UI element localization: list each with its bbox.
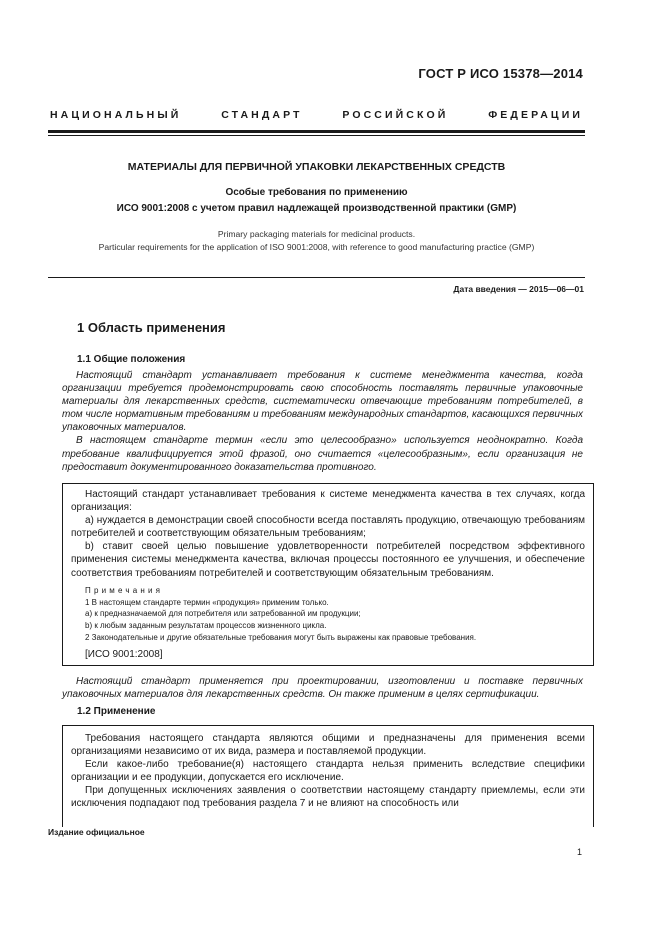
application-box xyxy=(62,725,594,827)
document-subtitle-2: ИСО 9001:2008 с учетом правил надлежащей производственной практики (GMP) xyxy=(116,203,517,214)
box2-paragraph-2: Если какое-либо требование(я) настоящего стандарта нельзя применить вследствие специфики организации и ее продукции, допускается его исключение. xyxy=(71,759,585,784)
box-item-a: а) нуждается в демонстрации своей способности всегда поставлять продукцию, отвечающую требованиям потребителей и соответствующим обязательным требованиям; xyxy=(71,515,585,540)
note-2: 2 Законодательные и другие обязательные требования могут быть выражены как правовые требования. xyxy=(85,632,477,642)
paragraph-term: В настоящем стандарте термин «если это целесообразно» используется неоднократно. Когда требование квалифицируется этой фразой, оно считается «целесообразным», если организация не предоставит документированного доказательства противного. xyxy=(62,435,583,473)
note-1: 1 В настоящем стандарте термин «продукция» применим только. xyxy=(85,597,329,607)
note-1-a: а) к предназначаемой для потребителя или затребованной им продукции; xyxy=(85,609,361,619)
header-rule-thick xyxy=(48,130,585,133)
box2-paragraph-3: При допущенных исключениях заявления о соответствии настоящему стандарту приемлемы, если эти исключения подпадают под требования раздела 7 и не влияют на способность или xyxy=(71,785,585,810)
section-1-1-heading: 1.1 Общие положения xyxy=(77,354,186,365)
iso-reference: [ИСО 9001:2008] xyxy=(85,649,163,661)
intro-paragraphs xyxy=(62,369,583,474)
notes-heading: Примечания xyxy=(85,585,164,595)
english-title-1: Primary packaging materials for medicinal products. xyxy=(217,229,416,239)
document-title: МАТЕРИАЛЫ ДЛЯ ПЕРВИЧНОЙ УПАКОВКИ ЛЕКАРСТВЕННЫХ СРЕДСТВ xyxy=(127,161,506,173)
section-1-2-heading: 1.2 Применение xyxy=(77,706,156,717)
note-1-b: b) к любым заданным результатам процессов жизненного цикла. xyxy=(85,620,327,630)
box-paragraph: Настоящий стандарт устанавливает требования к системе менеджмента качества в тех случаях, когда организация: xyxy=(71,489,585,514)
title-rule xyxy=(48,277,585,278)
national-standard-line: НАЦИОНАЛЬНЫЙ СТАНДАРТ РОССИЙСКОЙ ФЕДЕРАЦИИ xyxy=(50,109,583,121)
paragraph-scope: Настоящий стандарт устанавливает требования к системе менеджмента качества, когда организации требуется продемонстрировать свою способность поставлять первичные упаковочные материалы для лекарственных средств, систематически отвечающие требованиям потребителей, в том числе нормативным требованиям и требованиям международных стандартов, касающихся первичных упаковочных материалов. xyxy=(62,370,583,434)
document-subtitle-1: Особые требования по применению xyxy=(225,187,408,198)
paragraph-application: Настоящий стандарт применяется при проектировании, изготовлении и поставке первичных упаковочных материалов для лекарственных средств. Он также применим в целях сертификации. xyxy=(62,676,583,701)
box-item-b: b) ставит своей целью повышение удовлетворенности потребителей посредством эффективного применения системы менеджмента качества, включая процессы постоянного ее улучшения, и обеспечение соответствия требованиям потребителей и соответствующим обязательным требованиям. xyxy=(71,541,585,579)
box2-paragraph-1: Требования настоящего стандарта являются общими и предназначены для применения всеми организациями независимо от их вида, размера и поставляемой продукции. xyxy=(71,733,585,758)
english-title-2: Particular requirements for the application of ISO 9001:2008, with reference to good manufacturing practice (GMP) xyxy=(98,242,535,252)
section-1-heading: 1 Область применения xyxy=(77,320,226,335)
iso-quote-box xyxy=(62,483,594,666)
page-number: 1 xyxy=(576,847,582,857)
application-paragraph xyxy=(62,675,583,701)
header-rule-thin xyxy=(48,135,585,136)
official-edition-label: Издание официальное xyxy=(48,827,145,837)
document-code: ГОСТ Р ИСО 15378—2014 xyxy=(418,66,583,81)
introduction-date: Дата введения — 2015—06—01 xyxy=(453,284,584,294)
